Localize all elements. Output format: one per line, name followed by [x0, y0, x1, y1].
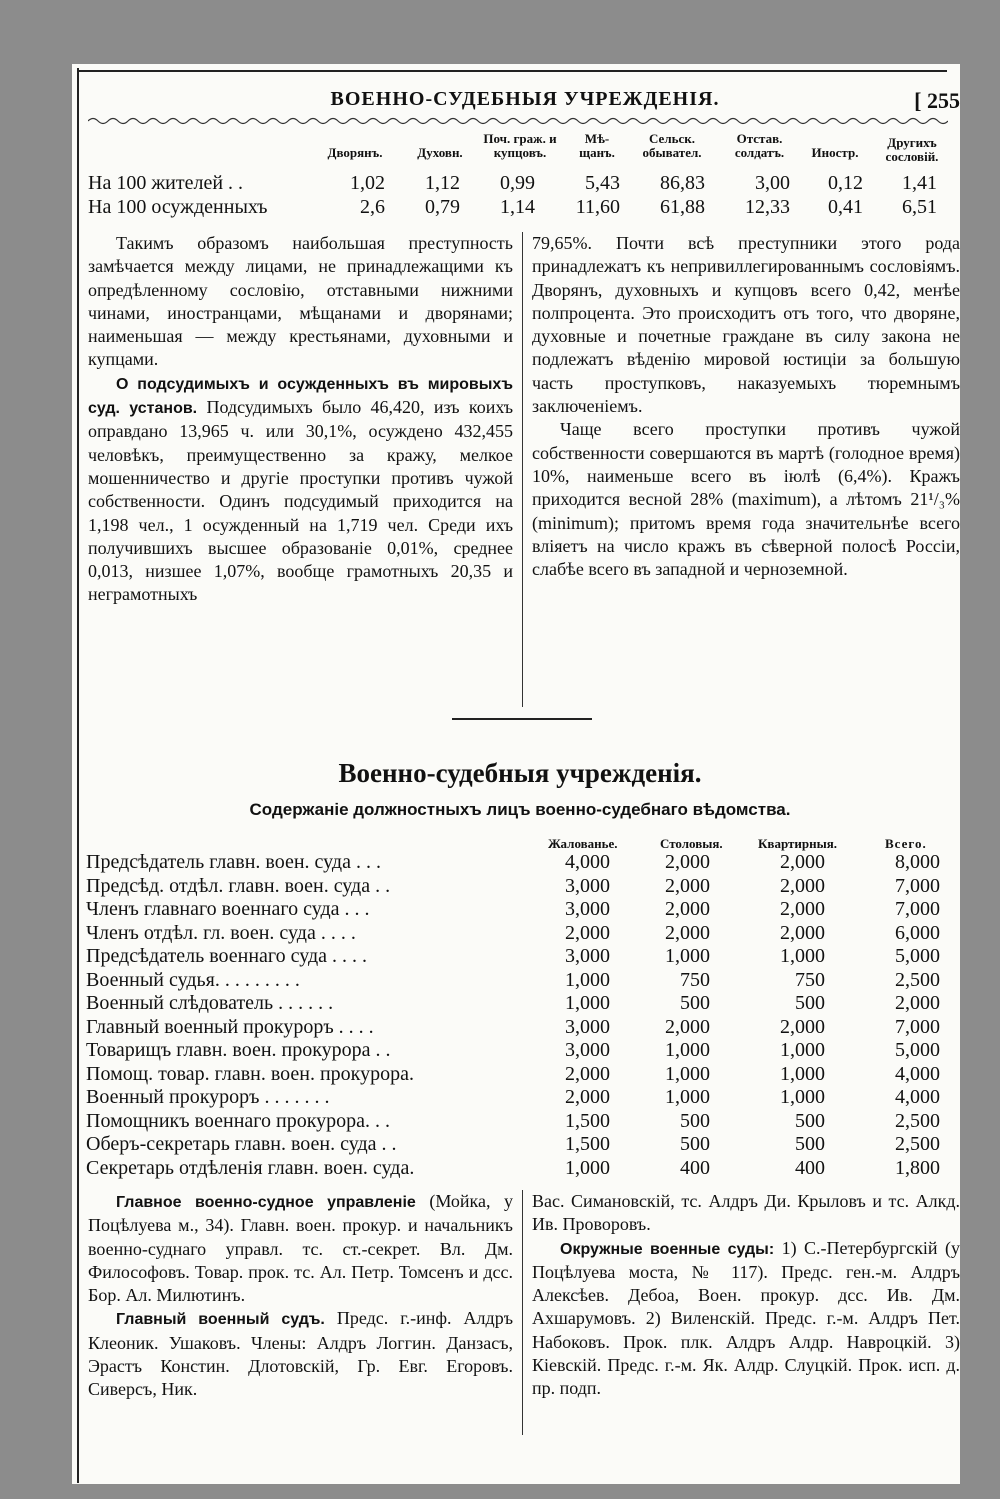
salary-amount: 2,000 [780, 921, 825, 944]
salary-amount: 750 [795, 968, 825, 991]
paragraph-text: 1) С.-Петербургскій (у Поцѣлуева моста, № 117). Предс. ген.-м. Алдръ Алексѣев. Дебоа, Воен. прокур. дсс. Ив. Дм. Ахшарумовъ. 2) Виленскій. Предс. г.-м. Алдръ Пет. Набоковъ. Прок. плк. Алдръ Алдр. Навроцкій. 3) Кіевскій. Предс. г.-м. Як. Алдр. Слуцкій. Прок. исп. д. пр. подп. [532, 1237, 960, 1399]
salary-col-header: Всего. [885, 836, 927, 851]
salary-position: Предсѣдатель военнаго суда . . . . [86, 945, 368, 967]
salary-row [86, 1063, 948, 1087]
salary-amount: 1,000 [780, 945, 825, 967]
salary-amount: 500 [680, 1133, 710, 1155]
salary-position: Членъ отдѣл. гл. воен. суда . . . . [86, 921, 356, 944]
salary-row [86, 875, 948, 899]
estates-cell: 11,60 [575, 196, 620, 218]
salary-amount: 2,000 [665, 874, 710, 897]
estates-cell: 2,6 [360, 196, 385, 218]
salary-position: Военный судья. . . . . . . . . [86, 968, 300, 991]
salary-amount: 1,000 [780, 1062, 825, 1085]
estates-cell: 61,88 [660, 196, 705, 218]
salary-amount: 500 [680, 1109, 710, 1132]
estates-cell: 1,12 [425, 172, 460, 194]
salary-amount: 2,000 [780, 898, 825, 920]
salary-amount: 1,500 [565, 1133, 610, 1155]
salary-amount: 2,000 [565, 921, 610, 944]
bottom-column-right [532, 1190, 960, 1401]
salary-amount: 2,500 [895, 1109, 940, 1132]
salary-amount: 7,000 [895, 898, 940, 920]
salary-row [86, 945, 948, 969]
salary-amount: 1,000 [665, 1062, 710, 1085]
paragraph-text: Подсудимыхъ было 46,420, изъ коихъ оправдано 13,965 ч. или 30,1%, осуждено 432,455 человѣкъ, преимущественно за кражу, мелкое мошенничество и другіе проступки противъ чужой собственности. Одинъ подсудимый приходится на 1,198 чел., 1 осужденный на 1,719 чел. Среди ихъ получившихъ высшее образованіе 0,01%, среднее 0,013, низшее 1,07%, вообще грамотныхъ 20,35 и неграмотныхъ [88, 397, 514, 605]
section-title: Военно-судебныя учрежденія. [338, 758, 702, 788]
left-border-rule [77, 68, 79, 1483]
salary-row [86, 1110, 948, 1134]
run-in-heading: Главное военно-судное управленіе [116, 1194, 416, 1211]
salary-position: Помощникъ военнаго прокурора. . . [86, 1109, 391, 1132]
estates-col-header: Сельск. обывател. [642, 131, 702, 160]
run-in-heading: О подсудимыхъ и осужденныхъ въ мировыхъ суд. установ. [88, 375, 513, 418]
run-in-heading: Окружные военные суды: [560, 1240, 775, 1258]
estates-col-header: Иностр. [811, 145, 859, 160]
estates-cell: 0,12 [828, 172, 863, 194]
estates-cell: 0,41 [828, 196, 863, 218]
estates-col-header: Духовн. [417, 145, 463, 160]
salary-position: Военный слѣдователь . . . . . . [86, 992, 334, 1014]
salary-amount: 4,000 [895, 1062, 940, 1085]
salary-row [86, 1086, 948, 1110]
estates-cell: 1,14 [500, 196, 535, 218]
estates-cell: 5,43 [585, 172, 620, 194]
salary-amount: 2,500 [895, 968, 940, 991]
estates-cell: 6,51 [902, 196, 937, 218]
estates-row-label: На 100 осужденныхъ [88, 196, 268, 218]
salary-position: Предсѣдатель главн. воен. суда . . . [86, 851, 381, 873]
estates-cell: 1,41 [902, 172, 937, 194]
salary-amount: 7,000 [895, 874, 940, 897]
salary-amount: 1,000 [665, 1039, 710, 1061]
salary-row [86, 898, 948, 922]
estates-col-header: Дворянъ. [327, 145, 383, 160]
salary-amount: 2,500 [895, 1133, 940, 1155]
salary-position: Членъ главнаго военнаго суда . . . [86, 898, 370, 920]
estates-col-header: Другихъ сословій. [885, 135, 939, 164]
salary-position: Военный прокуроръ . . . . . . . [86, 1086, 330, 1108]
salary-amount: 3,000 [565, 1039, 610, 1061]
run-in-heading: Главный военный судъ. [116, 1311, 325, 1329]
salary-amount: 500 [795, 1109, 825, 1132]
section-subtitle: Содержаніе должностныхъ лицъ военно-судебнаго вѣдомства. [249, 800, 791, 819]
salary-col-header: Столовыя. [660, 836, 723, 851]
top-border-rule [77, 70, 947, 72]
salary-row [86, 1133, 948, 1157]
salary-amount: 2,000 [780, 851, 825, 873]
paragraph: 79,65%. Почти всѣ преступники этого рода принадлежатъ къ непривиллегированнымъ сословіямъ. Дворянъ, духовныхъ и купцовъ всего 0,42, менѣе полпроцента. Это происходитъ отъ того, что дворяне, духовные и почетные граждане въ силу закона не подлежатъ вѣденію мировой юстиціи за большую часть проступковъ, наказуемыхъ тюремнымъ заключеніемъ. [532, 233, 960, 417]
salary-position: Товарищъ главн. воен. прокурора . . [86, 1039, 391, 1061]
salary-amount: 2,000 [665, 921, 710, 944]
page-number: [ 255 [914, 88, 960, 113]
salary-amount: 2,000 [565, 1086, 610, 1108]
estates-col-header: Отстав. солдатъ. [734, 131, 785, 160]
salary-amount: 1,000 [565, 1156, 610, 1179]
salary-amount: 500 [680, 992, 710, 1014]
salary-amount: 3,000 [565, 874, 610, 897]
salary-amount: 1,500 [565, 1109, 610, 1132]
salary-amount: 1,000 [665, 945, 710, 967]
salary-amount: 5,000 [895, 945, 940, 967]
salary-amount: 2,000 [665, 1015, 710, 1038]
salary-amount: 500 [795, 1133, 825, 1155]
paragraph: Чаще всего проступки противъ чужой собственности совершаются въ мартѣ (голодное время) 10%, наименьше всего въ іюлѣ (6,4%). Кражъ приходится весной 28% (maximum), а лѣтомъ 21¹/₃% (minimum); притомъ время года значительнѣе всего вліяетъ на число кражъ въ сѣверной полосѣ Россіи, слабѣе всего въ западной и черноземной. [532, 419, 960, 580]
paragraph [88, 1307, 513, 1401]
salary-amount: 1,000 [565, 968, 610, 991]
section-separator [452, 718, 592, 720]
text-column-right [532, 232, 960, 581]
salary-row [86, 969, 948, 993]
estates-cell: 3,00 [755, 172, 790, 194]
salary-row [86, 922, 948, 946]
paragraph: Вас. Симановскій, тс. Алдръ Ди. Крыловъ и тс. Алкд. Ив. Проворовъ. [532, 1191, 960, 1235]
salary-position: Помощ. товар. главн. воен. прокурора. [86, 1062, 414, 1085]
running-title: ВОЕННО-СУДЕБНЫЯ УЧРЕЖДЕНІЯ. [330, 88, 720, 110]
text-column-left [88, 232, 513, 607]
salary-amount: 6,000 [895, 921, 940, 944]
salary-amount: 400 [680, 1156, 710, 1179]
salary-row [86, 992, 948, 1016]
column-divider [522, 1190, 523, 1435]
salary-amount: 2,000 [895, 992, 940, 1014]
paragraph [88, 1190, 513, 1307]
salary-amount: 1,000 [780, 1086, 825, 1108]
estates-cell: 12,33 [745, 196, 790, 218]
salary-amount: 2,000 [665, 851, 710, 873]
salary-amount: 500 [795, 992, 825, 1014]
salary-position: Предсѣд. отдѣл. главн. воен. суда . . [86, 874, 391, 897]
running-header [90, 88, 960, 118]
paragraph [88, 372, 513, 607]
paragraph: Такимъ образомъ наибольшая преступность замѣчается между лицами, не принадлежащими къ опредѣленному сословію, отставными нижними чинами, иностранцами, мѣщанами и дворянами; наименьшая — между крестьянами, духовными и купцами. [88, 233, 513, 370]
salary-position: Главный военный прокуроръ . . . . [86, 1015, 374, 1038]
estates-cell: 86,83 [660, 172, 705, 194]
estates-col-header: Поч. граж. и купцовъ. [483, 131, 557, 160]
salary-amount: 4,000 [565, 851, 610, 873]
salary-amount: 750 [680, 968, 710, 991]
wavy-divider [88, 116, 948, 126]
estates-col-header: Мѣ-щанъ. [579, 131, 615, 160]
salary-amount: 3,000 [565, 945, 610, 967]
salary-col-header: Жалованье. [548, 836, 618, 851]
paragraph-text: Предс. г.-инф. Алдръ Клеоник. Ушаковъ. Члены: Алдръ Логгин. Данзасъ, Эрастъ Констин. Длотовскій, Гр. Евг. Егоровъ. Сиверсъ, Ник. [88, 1308, 514, 1400]
estates-row-label: На 100 жителей . . [88, 172, 244, 194]
estates-cell: 0,99 [500, 172, 535, 194]
salary-amount: 1,000 [780, 1039, 825, 1061]
salary-amount: 1,000 [565, 992, 610, 1014]
salary-col-header: Квартирныя. [758, 836, 838, 851]
salary-amount: 3,000 [565, 898, 610, 920]
salary-row [86, 851, 948, 875]
salary-row [86, 1039, 948, 1063]
salary-amount: 8,000 [895, 851, 940, 873]
estates-cell: 0,79 [425, 196, 460, 218]
salary-row [86, 1016, 948, 1040]
estates-cell: 1,02 [350, 172, 385, 194]
salary-position: Оберъ-секретарь главн. воен. суда . . [86, 1133, 397, 1155]
bottom-column-left [88, 1190, 513, 1402]
salary-amount: 4,000 [895, 1086, 940, 1108]
salary-amount: 2,000 [780, 1015, 825, 1038]
salary-amount: 2,000 [565, 1062, 610, 1085]
salary-amount: 3,000 [565, 1015, 610, 1038]
salary-position: Секретарь отдѣленія главн. воен. суда. [86, 1156, 415, 1179]
salary-amount: 2,000 [780, 874, 825, 897]
paragraph [532, 1237, 960, 1401]
column-divider [522, 232, 523, 707]
salary-amount: 1,000 [665, 1086, 710, 1108]
salary-amount: 2,000 [665, 898, 710, 920]
salary-amount: 5,000 [895, 1039, 940, 1061]
salary-amount: 7,000 [895, 1015, 940, 1038]
salary-row [86, 1157, 948, 1181]
paragraph-text: (Мойка, у Поцѣлуева м., 34). Главн. воен. прокур. и начальникъ военно-суднаго управл. тс. ст.-секрет. Вл. Дм. Философовъ. Товар. прок. тс. Ал. Петр. Томсенъ и дсс. Бор. Ал. Милютинъ. [88, 1191, 513, 1306]
salary-amount: 400 [795, 1156, 825, 1179]
salary-amount: 1,800 [895, 1156, 940, 1179]
